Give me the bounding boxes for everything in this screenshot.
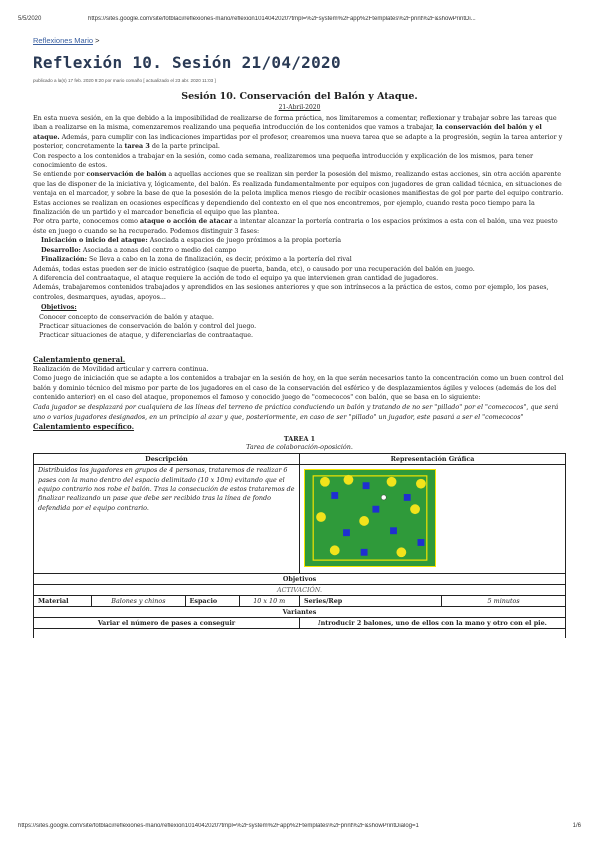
player-team-a [410,504,420,514]
player-team-a [330,546,340,556]
print-footer [18,823,581,829]
footer-url: https://sites.google.com/site/fotblaci/reflexiones-mario/reflexion1014042020?tmpl=%2Fsystem%2Fapp%2Ftemplates%2Fprint%2F&showPrintDialog=1 [18,823,419,829]
paragraph: Además, trabajaremos contenidos trabajados y aprendidos en las sesiones anteriores y que son intrínsecos a la práctica de estos, como por ejemplo, los pases, controles, desmarques, ayudas, apoyos... [33,283,549,301]
variant-1: Variar el número de pases a conseguir [34,618,300,629]
text: a aquellas acciones que se realizan sin perder la posesión del mismo, realizando estas acciones, sin otra acción aparente que las de disponer de la iniciativa y, lógicamente, del balón. És realizada fundamentalmente por equipos con jugadores de gran calidad técnica, en situaciones de ventaja en el marcador, y sobre la base de que la posesión de la pelota implica menos riesgo de recibir ocasiones manifiestas de gol por parte del equipo contrario. Estas acciones se realizan en ocasiones específicas y dependiendo del contexto en el que nos encontremos, por ejemplo, cuando resta poco tiempo para la finalización de un partido y el marcador beneficia el equipo que las plantea. [33,170,564,217]
document-date: 21-Abril-2020 [278,104,321,111]
attack-paragraph [33,217,566,236]
player-team-b [372,506,379,513]
variants-label: Variantes [34,607,566,618]
player-team-a [396,548,406,558]
text: a intentar alcanzar la portería contraria o los espacios próximos a esta con el balón, una vez puesto éste en juego o cuando se ha recuperado. Podemos distinguir 3 fases: [33,217,558,235]
player-team-a [416,479,426,489]
game-rules-paragraph: Cada jugador se desplazará por cualquiera de las líneas del terreno de práctica conduciendo un balón y tratando de no ser "pillado" por el "comecocos", que será uno o varios jugadores designados, en un principio al azar y que, posteriormente, en caso de ser "pillado" un jugador, este pasará a ser el "comecocos" [33,403,559,421]
breadcrumb-link[interactable]: Reflexiones Mario [33,36,94,45]
phase-label: Desarrollo: [41,245,81,254]
player-team-a [320,477,330,487]
text: Se entiende por [33,170,87,179]
paragraph: Como juego de iniciación que se adapte a los contenidos a trabajar en la sesión de hoy, en la que serán necesarios tanto la concentración como un buen control del balón y dominio técnico del mismo por parte de los jugadores en el caso de la conservación del esférico y de desplazamientos ágiles y veloces (además de los del contenido anterior) en el caso del ataque, proponemos el famoso y conocido juego de "comecocos" con balón, que se basa en lo siguiente: [33,374,564,401]
task-title: TAREA 1 [283,435,316,444]
col-graphic-header: Representación Gráfica [299,454,565,465]
player-team-b [343,529,350,536]
phase-label: Finalización: [41,255,87,264]
phase-item [33,236,566,245]
task-graphic [299,465,565,574]
player-team-b [363,482,370,489]
task-table [33,453,566,638]
objectives-row-label: Objetivos [34,574,566,585]
phase-text: Se lleva a cabo en la zona de finalización, es decir, próximo a la portería del rival [86,255,352,264]
specific-warmup-heading: Calentamiento específico. [33,422,135,432]
objective-item: Conocer concepto de conservación de balón y ataque. [39,312,214,321]
field-diagram [304,469,436,567]
text-bold: tarea 3 [124,142,150,151]
post-meta: publicado a la(s) 17 feb. 2020 9:20 por mario comaño [ actualizado el 23 abr. 2020 11:03 ] [33,78,216,83]
print-url: https://sites.google.com/site/fotblaci/reflexiones-mario/reflexion1014042020?tmpl=%2Fsystem%2Fapp%2Ftemplates%2Fprint%2F&showPrintDi... [88,16,476,22]
breadcrumb [33,36,566,45]
text: de la parte principal. [149,142,220,151]
warmup-heading: Calentamiento general. [33,354,126,364]
player-team-a [344,475,354,485]
player-team-b [361,549,368,556]
phase-text: Asociada a espacios de juego próximos a la propia portería [147,236,342,245]
phase-item [33,246,566,255]
text: En esta nueva sesión, en la que debido a la imposibilidad de realizarse de forma práctica, nos limitaremos a comentar, reflexionar y trabajar sobre las tareas que iban a realizarse en la misma, comenzaremos realizando una pequeña introducción de los contenidos que vamos a trabajar, [33,114,557,132]
series-value: 5 minutos [442,596,566,607]
material-label: Material [34,596,92,607]
document-title: Sesión 10. Conservación del Balón y Ataque. [181,91,418,102]
series-label: Series/Rep [299,596,441,607]
paragraph: Realización de Movilidad articular y carrera continua. [33,364,209,373]
objective-item: Practicar situaciones de ataque, y diferenciarlas de contraataque. [39,331,254,340]
player-team-b [404,494,411,501]
player-team-b [417,539,424,546]
player-team-a [387,477,397,487]
variant-2 [299,618,565,629]
phase-item [33,255,566,264]
contents-paragraph: Con respecto a los contenidos a trabajar en la sesión, como cada semana, realizaremos una pequeña introducción y explicación de los mismos, para tener conocimiento de estos. [33,151,534,170]
print-date: 5/5/2020 [18,16,42,22]
ball-icon [381,495,386,500]
objectives-heading: Objetivos: [41,303,77,312]
table-continuation [34,629,566,638]
print-header [18,16,581,22]
page-title: Reflexión 10. Sesión 21/04/2020 [33,53,341,72]
page-number: 1/6 [572,823,581,829]
text-bold: ataque o acción de atacar [140,217,233,226]
paragraph: A diferencia del contraataque, el ataque requiere la acción de todo el equipo ya que intervienen gran cantidad de jugadores. [33,273,439,282]
player-team-a [359,516,369,526]
breadcrumb-separator: > [93,36,100,45]
intro-paragraph [33,114,566,152]
text-bold: conservación de balón [86,170,167,179]
col-description-header: Descripción [34,454,300,465]
space-value: 10 x 10 m [239,596,299,607]
phase-text: Asociada a zonas del centro o medio del campo [80,245,237,254]
objectives-row-value: ACTIVACIÓN. [34,585,566,596]
player-team-a [316,512,326,522]
task-subtitle: Tarea de colaboración-oposición. [246,443,353,452]
space-label: Espacio [185,596,239,607]
text: Por otra parte, conocemos como [33,217,140,226]
page-content [33,36,566,638]
player-team-b [390,527,397,534]
text: Además, para cumplir con las indicaciones impartidas por el profesor, crearemos una nueva tarea que se adapte a la progresión, según la tarea anterior y posterior, concretamente la [33,132,563,151]
player-team-b [331,492,338,499]
material-value: Balones y chinos [92,596,185,607]
text-bold: la conservación del balón y el ataque. [33,123,542,141]
conservation-paragraph [33,170,566,217]
objective-item: Practicar situaciones de conservación de balón y control del juego. [39,321,257,330]
paragraph: Además, todas estas pueden ser de inicio estratégico (saque de puerta, banda, etc), o causado por una recuperación del balón en juego. [33,264,475,273]
variant-2-initial: I [318,619,321,628]
variant-2-text: ntroducir 2 balones, uno de ellos con la mano y otro con el pie. [320,619,547,628]
task-description: Distribuidos los jugadores en grupos de 4 personas, trataremos de realizar 6 pases con la mano dentro del espacio delimitado (10 x 10m) evitando que el equipo contrario nos robe el balón. Tras la consecución de estos trataremos de finalizar realizando un pase que debe ser recibido tras la línea de fondo defendida por el equipo contrario. [34,465,300,574]
phase-label: Iniciación o inicio del ataque: [41,236,148,245]
